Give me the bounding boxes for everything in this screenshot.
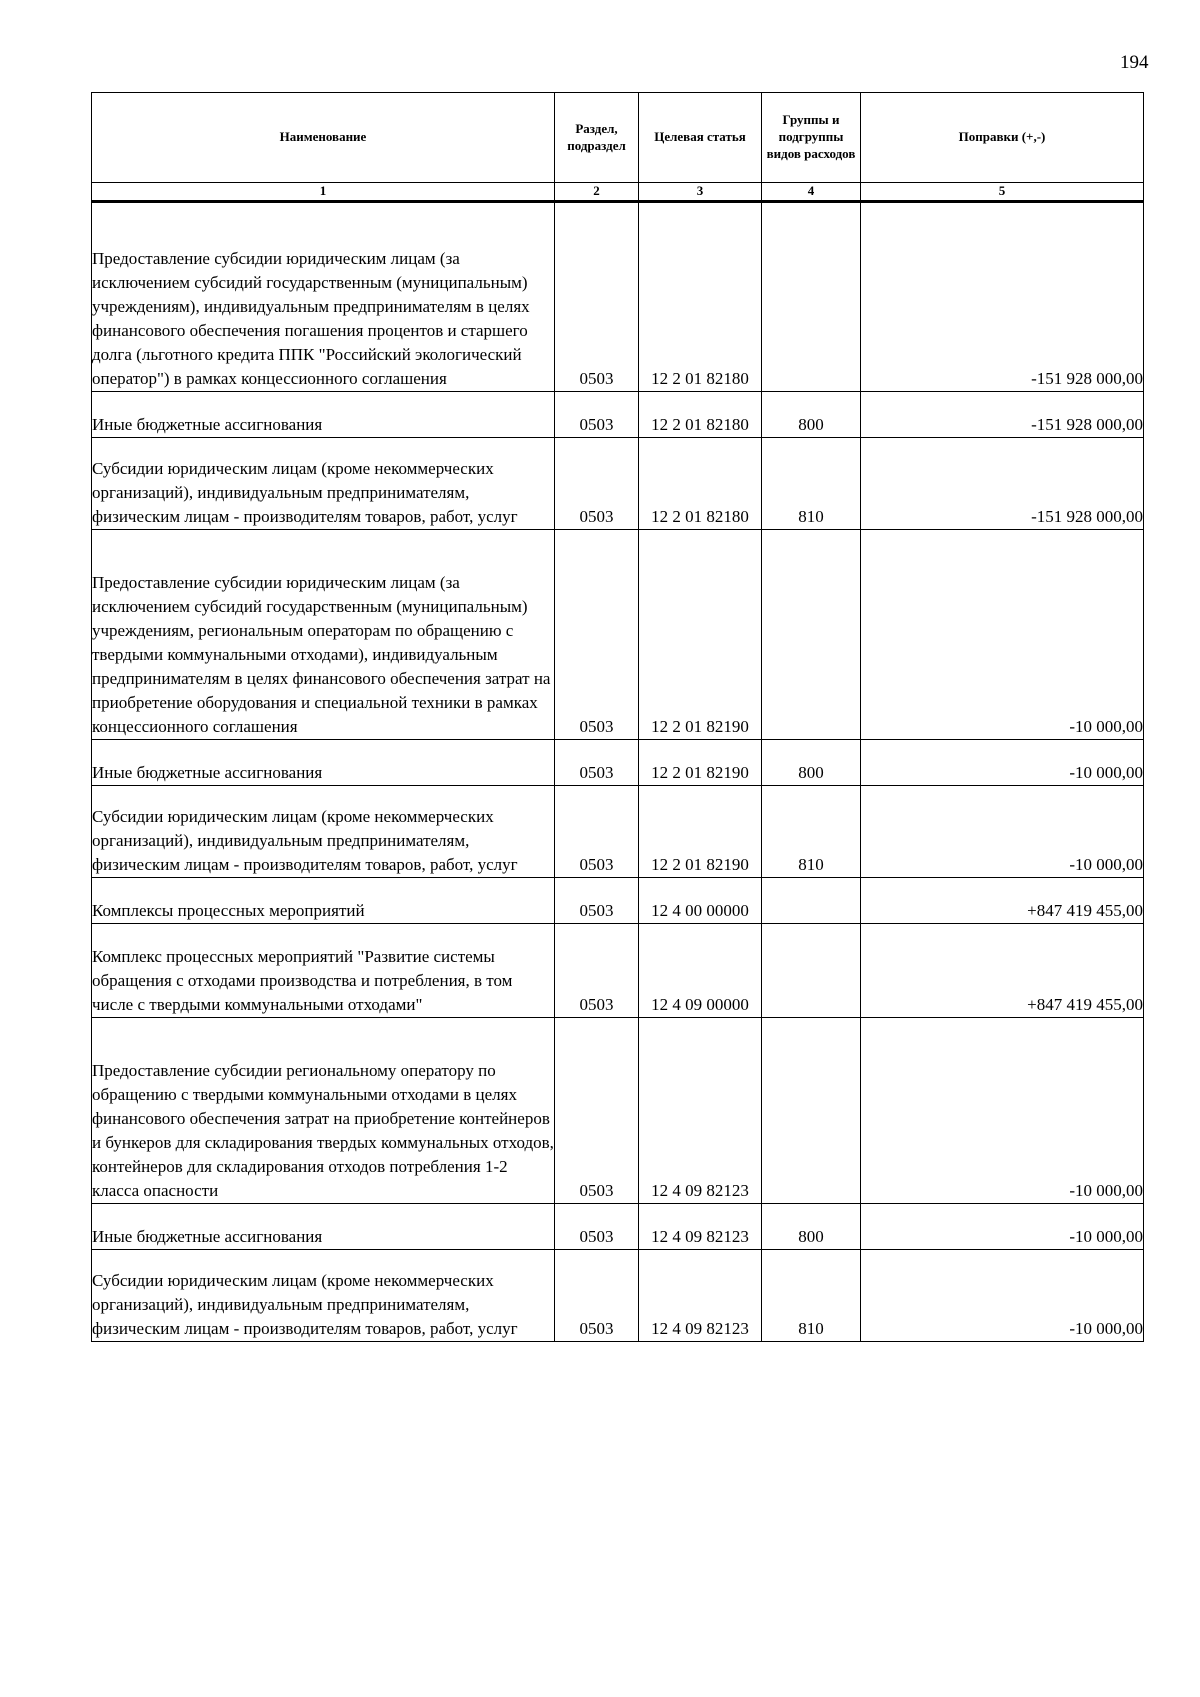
- row-amount-cell: -10 000,00: [861, 529, 1144, 739]
- header-row: [92, 93, 1144, 183]
- table-row: [92, 877, 1144, 923]
- row-amount-cell: -10 000,00: [861, 1249, 1144, 1341]
- column-number: 3: [639, 183, 762, 202]
- row-amount-cell: -151 928 000,00: [861, 437, 1144, 529]
- row-section-cell: 0503: [555, 1017, 639, 1203]
- row-name-cell: Предоставление субсидии региональному оператору по обращению с твердыми коммунальными отходами в целях финансового обеспечения затрат на приобретение контейнеров и бункеров для складирования твердых коммунальных отходов, контейнеров для складирования отходов потребления 1-2 класса опасности: [92, 1017, 555, 1203]
- row-group-cell: [762, 201, 861, 391]
- row-section-cell: 0503: [555, 877, 639, 923]
- column-number: 2: [555, 183, 639, 202]
- row-group-cell: [762, 1017, 861, 1203]
- row-group-cell: 810: [762, 1249, 861, 1341]
- table-row: [92, 923, 1144, 1017]
- header-section: Раздел, подраздел: [555, 93, 639, 183]
- row-name-cell: Иные бюджетные ассигнования: [92, 1203, 555, 1249]
- budget-table: [91, 92, 1144, 1342]
- row-target-cell: 12 2 01 82190: [639, 529, 762, 739]
- table-row: [92, 1203, 1144, 1249]
- row-amount-cell: -151 928 000,00: [861, 391, 1144, 437]
- row-amount-cell: -10 000,00: [861, 1017, 1144, 1203]
- row-name-cell: Предоставление субсидии юридическим лицам (за исключением субсидий государственным (муниципальным) учреждениям, региональным операторам по обращению с твердыми коммунальными отходами), индивидуальным предпринимателям в целях финансового обеспечения затрат на приобретение оборудования и специальной техники в рамках концессионного соглашения: [92, 529, 555, 739]
- row-group-cell: 800: [762, 739, 861, 785]
- row-amount-cell: +847 419 455,00: [861, 877, 1144, 923]
- table-row: [92, 1017, 1144, 1203]
- row-group-cell: [762, 923, 861, 1017]
- table-row: [92, 201, 1144, 391]
- row-target-cell: 12 4 09 82123: [639, 1203, 762, 1249]
- row-target-cell: 12 2 01 82190: [639, 785, 762, 877]
- row-target-cell: 12 4 00 00000: [639, 877, 762, 923]
- table-row: [92, 391, 1144, 437]
- row-target-cell: 12 2 01 82180: [639, 391, 762, 437]
- row-target-cell: 12 4 09 82123: [639, 1249, 762, 1341]
- header-amount: Поправки (+,-): [861, 93, 1144, 183]
- row-section-cell: 0503: [555, 391, 639, 437]
- row-group-cell: 810: [762, 785, 861, 877]
- row-name-cell: Предоставление субсидии юридическим лицам (за исключением субсидий государственным (муниципальным) учреждениям), индивидуальным предпринимателям в целях финансового обеспечения погашения процентов и старшего долга (льготного кредита ППК "Российский экологический оператор") в рамках концессионного соглашения: [92, 201, 555, 391]
- row-group-cell: 800: [762, 1203, 861, 1249]
- row-section-cell: 0503: [555, 437, 639, 529]
- row-name-cell: Комплексы процессных мероприятий: [92, 877, 555, 923]
- page-number: 194: [1120, 52, 1149, 73]
- row-section-cell: 0503: [555, 201, 639, 391]
- table-row: [92, 1249, 1144, 1341]
- row-group-cell: [762, 529, 861, 739]
- row-name-cell: Комплекс процессных мероприятий "Развитие системы обращения с отходами производства и потребления, в том числе с твердыми коммунальными отходами": [92, 923, 555, 1017]
- row-section-cell: 0503: [555, 785, 639, 877]
- row-amount-cell: -10 000,00: [861, 1203, 1144, 1249]
- row-group-cell: [762, 877, 861, 923]
- row-section-cell: 0503: [555, 923, 639, 1017]
- row-target-cell: 12 4 09 82123: [639, 1017, 762, 1203]
- row-section-cell: 0503: [555, 529, 639, 739]
- row-group-cell: 800: [762, 391, 861, 437]
- row-amount-cell: -10 000,00: [861, 739, 1144, 785]
- column-number: 5: [861, 183, 1144, 202]
- row-amount-cell: -10 000,00: [861, 785, 1144, 877]
- row-name-cell: Субсидии юридическим лицам (кроме некоммерческих организаций), индивидуальным предпринимателям, физическим лицам - производителям товаров, работ, услуг: [92, 1249, 555, 1341]
- table-row: [92, 785, 1144, 877]
- row-name-cell: Субсидии юридическим лицам (кроме некоммерческих организаций), индивидуальным предпринимателям, физическим лицам - производителям товаров, работ, услуг: [92, 785, 555, 877]
- header-groups: Группы и подгруппы видов расходов: [762, 93, 861, 183]
- header-name: Наименование: [92, 93, 555, 183]
- row-section-cell: 0503: [555, 739, 639, 785]
- row-target-cell: 12 2 01 82180: [639, 437, 762, 529]
- row-amount-cell: +847 419 455,00: [861, 923, 1144, 1017]
- table-row: [92, 437, 1144, 529]
- row-target-cell: 12 4 09 00000: [639, 923, 762, 1017]
- row-name-cell: Иные бюджетные ассигнования: [92, 391, 555, 437]
- header-target: Целевая статья: [639, 93, 762, 183]
- row-section-cell: 0503: [555, 1203, 639, 1249]
- table-row: [92, 739, 1144, 785]
- table-row: [92, 529, 1144, 739]
- row-section-cell: 0503: [555, 1249, 639, 1341]
- column-number-row: [92, 183, 1144, 202]
- column-number: 1: [92, 183, 555, 202]
- row-name-cell: Субсидии юридическим лицам (кроме некоммерческих организаций), индивидуальным предпринимателям, физическим лицам - производителям товаров, работ, услуг: [92, 437, 555, 529]
- row-target-cell: 12 2 01 82190: [639, 739, 762, 785]
- row-amount-cell: -151 928 000,00: [861, 201, 1144, 391]
- row-name-cell: Иные бюджетные ассигнования: [92, 739, 555, 785]
- row-group-cell: 810: [762, 437, 861, 529]
- row-target-cell: 12 2 01 82180: [639, 201, 762, 391]
- column-number: 4: [762, 183, 861, 202]
